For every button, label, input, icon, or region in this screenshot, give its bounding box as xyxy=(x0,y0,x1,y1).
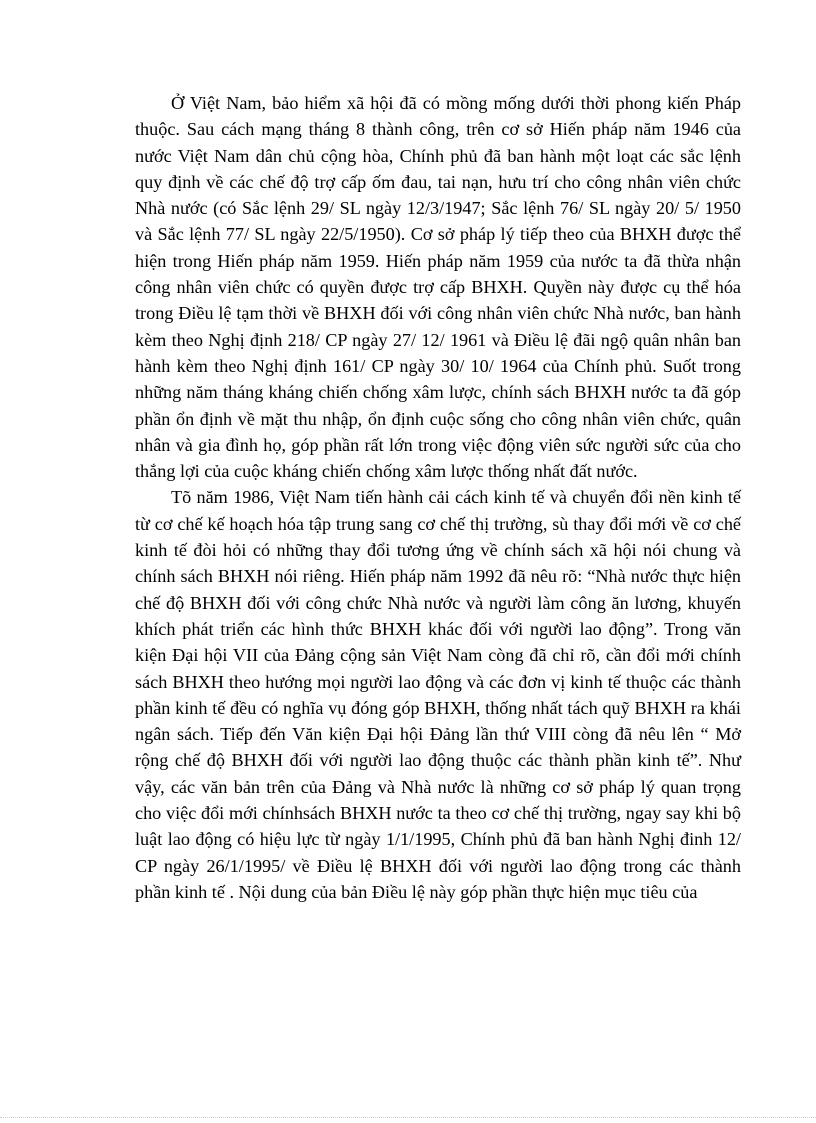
paragraph-economic-reform: Tõ năm 1986, Việt Nam tiến hành cải cách kinh tế và chuyển đổi nền kinh tế từ cơ chế kế hoạch hóa tập trung sang cơ chế thị trường, sù thay đổi mới về cơ chế kinh tế đòi hỏi có những thay đổi tương ứng về chính sách xã hội nói chung và chính sách BHXH nói riêng. Hiến pháp năm 1992 đã nêu rõ: “Nhà nước thực hiện chế độ BHXH đối với công chức Nhà nước và người làm công ăn lương, khuyến khích phát triển các hình thức BHXH khác đối với người lao động”. Trong văn kiện Đại hội VII của Đảng cộng sản Việt Nam còng đã chỉ rõ, cần đổi mới chính sách BHXH theo hướng mọi người lao động và các đơn vị kinh tế thuộc các thành phần kinh tế đều có nghĩa vụ đóng góp BHXH, thống nhất tách quỹ BHXH ra khái ngân sách. Tiếp đến Văn kiện Đại hội Đảng lần thứ VIII còng đã nêu lên “ Mở rộng chế độ BHXH đối với người lao động thuộc các thành phần kinh tế”. Như vậy, các văn bản trên của Đảng và Nhà nước là những cơ sở pháp lý quan trọng cho việc đổi mới chínhsách BHXH nước ta theo cơ chế thị trường, ngay say khi bộ luật lao động có hiệu lực từ ngày 1/1/1995, Chính phủ đã ban hành Nghị đinh 12/ CP ngày 26/1/1995/ về Điều lệ BHXH đối với người lao động trong các thành phần kinh tế . Nội dung của bản Điều lệ này góp phần thực hiện mục tiêu của xyxy=(135,487,741,902)
document-body xyxy=(135,90,741,905)
page-bottom-divider xyxy=(0,1117,816,1118)
paragraph-social-insurance-history: Ở Việt Nam, bảo hiểm xã hội đã có mồng mống dưới thời phong kiến Pháp thuộc. Sau cách mạng tháng 8 thành công, trên cơ sở Hiến pháp năm 1946 của nước Việt Nam dân chủ cộng hòa, Chính phủ đã ban hành một loạt các sắc lệnh quy định về các chế độ trợ cấp ốm đau, tai nạn, hưu trí cho công nhân viên chức Nhà nước (có Sắc lệnh 29/ SL ngày 12/3/1947; Sắc lệnh 76/ SL ngày 20/ 5/ 1950 và Sắc lệnh 77/ SL ngày 22/5/1950). Cơ sở pháp lý tiếp theo của BHXH được thể hiện trong Hiến pháp năm 1959. Hiến pháp năm 1959 của nước ta đã thừa nhận công nhân viên chức có quyền được trợ cấp BHXH. Quyền này được cụ thể hóa trong Điều lệ tạm thời về BHXH đối với công nhân viên chức Nhà nước, ban hành kèm theo Nghị định 218/ CP ngày 27/ 12/ 1961 và Điều lệ đãi ngộ quân nhân ban hành kèm theo Nghị định 161/ CP ngày 30/ 10/ 1964 của Chính phủ. Suốt trong những năm tháng kháng chiến chống xâm lược, chính sách BHXH nước ta đã góp phần ổn định về mặt thu nhập, ổn định cuộc sống cho công nhân viên chức, quân nhân và gia đình họ, góp phần rất lớn trong việc động viên sức người sức của cho thắng lợi của cuộc kháng chiến chống xâm lược thống nhất đất nước. xyxy=(135,93,741,482)
